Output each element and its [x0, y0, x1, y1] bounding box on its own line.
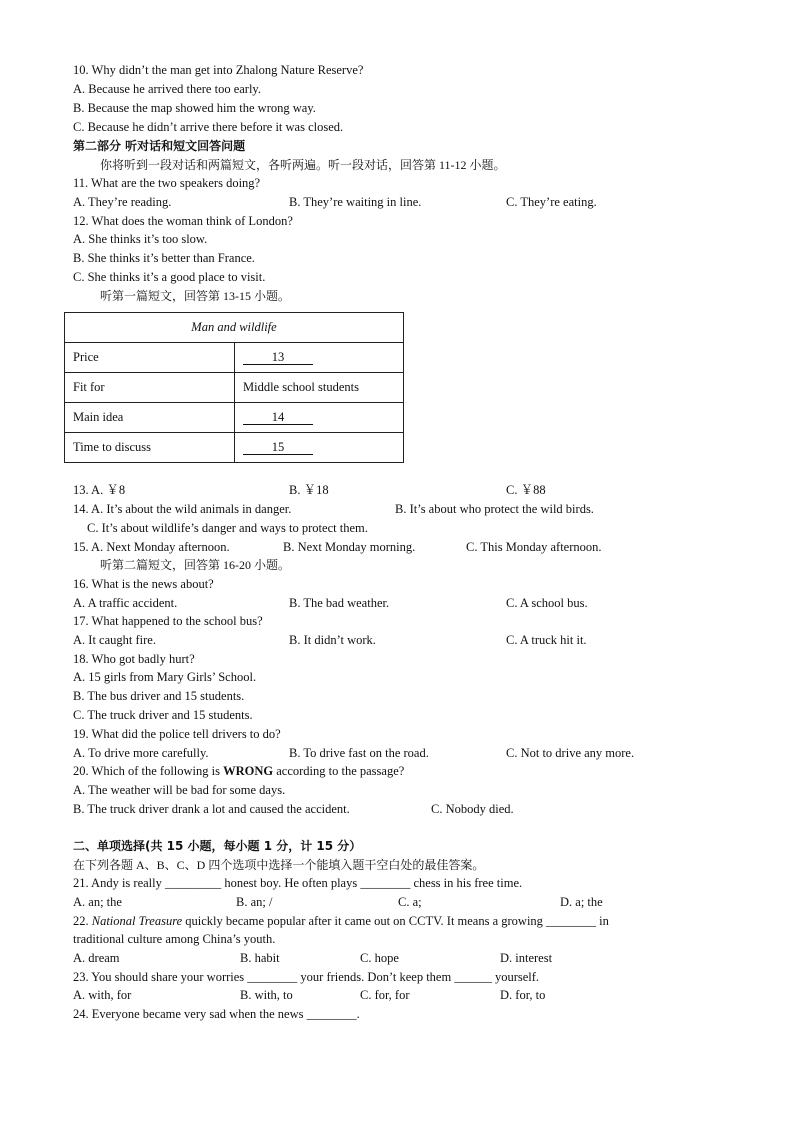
question-23-stem: 23. You should share your worries ________ your friends. Don’t keep them ______ yourself.: [73, 970, 540, 984]
question-22-option-b: B. habit: [240, 951, 280, 965]
table-row-value: Middle school students: [235, 373, 404, 403]
question-21-stem: 21. Andy is really _________ honest boy. He often plays ________ chess in his free time.: [73, 876, 523, 890]
question-23-option-d: D. for, to: [500, 988, 546, 1002]
question-12-option-c: C. She thinks it’s a good place to visit.: [73, 270, 266, 284]
question-21-option-c: C. a;: [398, 895, 422, 909]
question-17-option-c: C. A truck hit it.: [506, 633, 587, 647]
table-row: [65, 433, 404, 463]
question-20-option-b: B. The truck driver drank a lot and caused the accident.: [73, 802, 350, 816]
question-10-stem: 10. Why didn’t the man get into Zhalong Nature Reserve?: [73, 63, 364, 77]
question-18-option-a: A. 15 girls from Mary Girls’ School.: [73, 670, 257, 684]
question-16-option-c: C. A school bus.: [506, 596, 588, 610]
question-12-option-a: A. She thinks it’s too slow.: [73, 232, 208, 246]
question-18-option-c: C. The truck driver and 15 students.: [73, 708, 253, 722]
question-14-option-b: B. It’s about who protect the wild birds.: [395, 502, 594, 516]
section-2-instruction: 在下列各题 A、B、C、D 四个选项中选择一个能填入题干空白处的最佳答案。: [73, 858, 485, 872]
table-row-label: Time to discuss: [65, 433, 235, 463]
question-11-stem: 11. What are the two speakers doing?: [73, 176, 261, 190]
question-19-option-a: A. To drive more carefully.: [73, 746, 209, 760]
question-18-stem: 18. Who got badly hurt?: [73, 652, 195, 666]
question-21-option-b: B. an; /: [236, 895, 273, 909]
section-2-heading: 二、单项选择(共 15 小题，每小题 1 分，计 15 分）: [73, 839, 362, 853]
question-15-option-a: 15. A. Next Monday afternoon.: [73, 540, 230, 554]
question-22-stem-italic: National Treasure: [91, 914, 183, 928]
question-22-stem: [73, 913, 609, 929]
question-13-option-a: 13. A. ￥8: [73, 483, 126, 497]
question-12-option-b: B. She thinks it’s better than France.: [73, 251, 255, 265]
table-row-label: Price: [65, 343, 235, 373]
question-22-option-a: A. dream: [73, 951, 120, 965]
question-12-stem: 12. What does the woman think of London?: [73, 214, 293, 228]
question-17-option-b: B. It didn’t work.: [289, 633, 376, 647]
question-13-option-c: C. ￥88: [506, 483, 546, 497]
table-row-label: Main idea: [65, 403, 235, 433]
question-11-option-b: B. They’re waiting in line.: [289, 195, 422, 209]
question-10-option-c: C. Because he didn’t arrive there before it was closed.: [73, 120, 344, 134]
table-row: [65, 403, 404, 433]
question-23-option-b: B. with, to: [240, 988, 293, 1002]
question-24-stem: 24. Everyone became very sad when the news ________.: [73, 1007, 360, 1021]
question-11-option-a: A. They’re reading.: [73, 195, 172, 209]
question-10-option-b: B. Because the map showed him the wrong way.: [73, 101, 316, 115]
table-row-value: [235, 433, 404, 463]
table-row-value: [235, 343, 404, 373]
answer-blank: 15: [243, 440, 313, 455]
question-20-option-c: C. Nobody died.: [431, 802, 514, 816]
question-20-stem-post: according to the passage?: [273, 764, 405, 778]
question-22-stem-line-2: traditional culture among China’s youth.: [73, 932, 276, 946]
question-15-option-b: B. Next Monday morning.: [283, 540, 416, 554]
table-row-label: Fit for: [65, 373, 235, 403]
question-10-option-a: A. Because he arrived there too early.: [73, 82, 261, 96]
question-13-option-b: B. ￥18: [289, 483, 329, 497]
table-row: [65, 373, 404, 403]
passage-1-intro: 听第一篇短文，回答第 13-15 小题。: [100, 289, 290, 303]
part-2-instruction: 你将听到一段对话和两篇短文，各听两遍。听一段对话，回答第 11-12 小题。: [100, 158, 506, 172]
question-17-option-a: A. It caught fire.: [73, 633, 156, 647]
question-22-stem-pre: 22.: [73, 914, 92, 928]
question-17-stem: 17. What happened to the school bus?: [73, 614, 263, 628]
question-22-option-d: D. interest: [500, 951, 553, 965]
answer-blank: 14: [243, 410, 313, 425]
question-22-stem-post: quickly became popular after it came out on CCTV. It means a growing ________ in: [182, 914, 609, 928]
table-row: [65, 343, 404, 373]
question-19-option-b: B. To drive fast on the road.: [289, 746, 429, 760]
question-15-option-c: C. This Monday afternoon.: [466, 540, 602, 554]
question-20-option-a: A. The weather will be bad for some days.: [73, 783, 286, 797]
question-19-stem: 19. What did the police tell drivers to do?: [73, 727, 281, 741]
question-21-option-a: A. an; the: [73, 895, 122, 909]
question-16-option-b: B. The bad weather.: [289, 596, 390, 610]
info-table: [64, 312, 404, 463]
question-21-option-d: D. a; the: [560, 895, 603, 909]
question-20-stem: [73, 763, 404, 779]
question-16-option-a: A. A traffic accident.: [73, 596, 178, 610]
table-row-value: [235, 403, 404, 433]
question-23-option-c: C. for, for: [360, 988, 410, 1002]
question-11-option-c: C. They’re eating.: [506, 195, 597, 209]
part-2-heading: 第二部分 听对话和短文回答问题: [73, 139, 246, 153]
question-14-option-c: C. It’s about wildlife’s danger and ways to protect them.: [87, 521, 368, 535]
question-18-option-b: B. The bus driver and 15 students.: [73, 689, 245, 703]
question-16-stem: 16. What is the news about?: [73, 577, 214, 591]
table-title: Man and wildlife: [65, 313, 404, 343]
question-14-option-a: 14. A. It’s about the wild animals in danger.: [73, 502, 292, 516]
question-20-stem-pre: 20. Which of the following is: [73, 764, 224, 778]
passage-2-intro: 听第二篇短文，回答第 16-20 小题。: [100, 558, 290, 572]
question-22-option-c: C. hope: [360, 951, 399, 965]
answer-blank: 13: [243, 350, 313, 365]
question-20-stem-emphasis: WRONG: [223, 764, 274, 778]
question-23-option-a: A. with, for: [73, 988, 132, 1002]
question-19-option-c: C. Not to drive any more.: [506, 746, 635, 760]
